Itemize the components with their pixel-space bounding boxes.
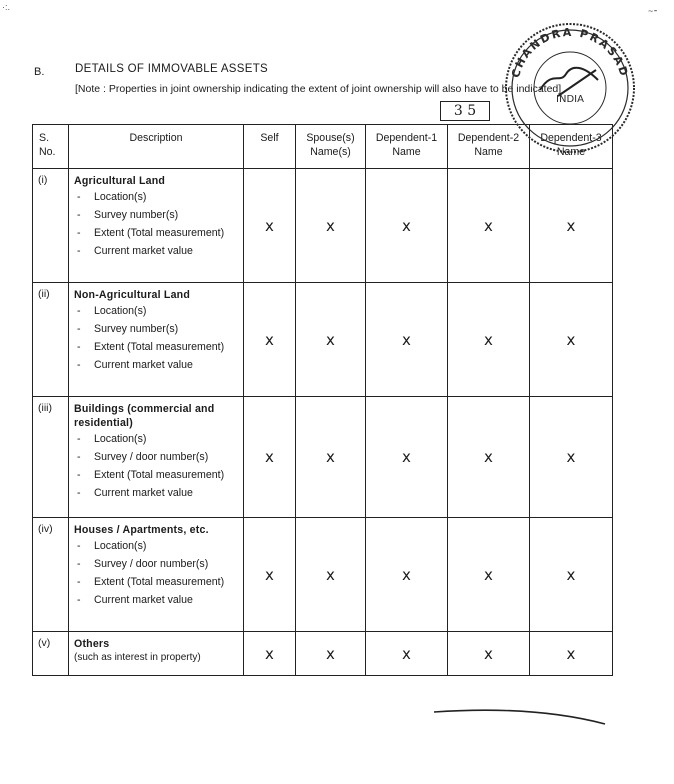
row-category: Houses / Apartments, etc. — [74, 524, 209, 536]
mark-dependent-2: x — [448, 169, 530, 283]
mark-self: x — [244, 169, 296, 283]
row-item-list — [74, 540, 239, 607]
row-item-list — [74, 191, 239, 258]
mark-self: x — [244, 518, 296, 632]
row-category: Buildings (commercial and residential) — [74, 403, 215, 429]
svg-text:CHANDRA PRASAD — [509, 26, 631, 79]
section-title: DETAILS OF IMMOVABLE ASSETS — [75, 63, 268, 75]
mark-dependent-3: x — [530, 397, 613, 518]
page-number-box: 3 5 — [440, 101, 490, 121]
scan-speck: ·:. — [2, 2, 10, 12]
list-item: - Location(s) — [74, 540, 239, 553]
mark-dependent-1: x — [366, 397, 448, 518]
row-description — [69, 518, 244, 632]
mark-spouse: x — [296, 169, 366, 283]
row-sno: (v) — [33, 632, 69, 676]
mark-dependent-1: x — [366, 283, 448, 397]
mark-spouse: x — [296, 632, 366, 676]
mark-dependent-1: x — [366, 169, 448, 283]
scan-speck: ~⁃ — [648, 6, 658, 16]
row-category: Non-Agricultural Land — [74, 289, 191, 301]
list-item: - Extent (Total measurement) — [74, 341, 239, 354]
header-sno: S. No. — [33, 125, 69, 169]
mark-dependent-3: x — [530, 169, 613, 283]
seal-ring-text: CHANDRA PRASAD — [509, 25, 631, 80]
mark-dependent-2: x — [448, 283, 530, 397]
list-item: - Current market value — [74, 359, 239, 372]
mark-dependent-2: x — [448, 518, 530, 632]
row-subtitle: (such as interest in property) — [74, 652, 201, 663]
table-row — [33, 518, 613, 632]
notary-seal-stamp — [500, 18, 640, 158]
header-dependent-3: Dependent-3 Name — [530, 125, 613, 169]
header-spouse: Spouse(s) Name(s) — [296, 125, 366, 169]
row-description — [69, 397, 244, 518]
mark-spouse: x — [296, 518, 366, 632]
row-item-list — [74, 433, 239, 500]
mark-self: x — [244, 397, 296, 518]
list-item: - Location(s) — [74, 433, 239, 446]
list-item: - Survey number(s) — [74, 323, 239, 336]
list-item: - Extent (Total measurement) — [74, 227, 239, 240]
list-item: - Extent (Total measurement) — [74, 576, 239, 589]
mark-spouse: x — [296, 283, 366, 397]
signature-line — [432, 700, 607, 730]
header-self: Self — [244, 125, 296, 169]
seal-center-text: INDIA — [556, 94, 584, 105]
mark-self: x — [244, 632, 296, 676]
list-item: - Current market value — [74, 245, 239, 258]
mark-dependent-2: x — [448, 632, 530, 676]
row-sno: (iv) — [33, 518, 69, 632]
header-description: Description — [69, 125, 244, 169]
list-item: - Extent (Total measurement) — [74, 469, 239, 482]
mark-dependent-1: x — [366, 632, 448, 676]
immovable-assets-table — [32, 124, 613, 676]
list-item: - Survey / door number(s) — [74, 451, 239, 464]
table-row — [33, 397, 613, 518]
row-description — [69, 632, 244, 676]
header-dependent-2: Dependent-2 Name — [448, 125, 530, 169]
list-item: - Survey number(s) — [74, 209, 239, 222]
mark-dependent-3: x — [530, 518, 613, 632]
mark-dependent-1: x — [366, 518, 448, 632]
list-item: - Survey / door number(s) — [74, 558, 239, 571]
mark-dependent-3: x — [530, 632, 613, 676]
row-item-list — [74, 305, 239, 372]
signature-scribble — [540, 68, 598, 96]
table-row — [33, 632, 613, 676]
mark-spouse: x — [296, 397, 366, 518]
mark-dependent-3: x — [530, 283, 613, 397]
mark-self: x — [244, 283, 296, 397]
list-item: - Current market value — [74, 594, 239, 607]
table-row — [33, 283, 613, 397]
header-dependent-1: Dependent-1 Name — [366, 125, 448, 169]
row-category: Agricultural Land — [74, 175, 166, 187]
list-item: - Location(s) — [74, 305, 239, 318]
list-item: - Current market value — [74, 487, 239, 500]
row-sno: (iii) — [33, 397, 69, 518]
list-item: - Location(s) — [74, 191, 239, 204]
table-row — [33, 169, 613, 283]
row-description — [69, 283, 244, 397]
row-sno: (i) — [33, 169, 69, 283]
row-description — [69, 169, 244, 283]
row-category: Others — [74, 638, 110, 650]
section-note: [Note : Properties in joint ownership indicating the extent of joint ownership will also have to be indicated] — [75, 83, 562, 95]
section-letter: B. — [34, 66, 45, 78]
mark-dependent-2: x — [448, 397, 530, 518]
row-sno: (ii) — [33, 283, 69, 397]
